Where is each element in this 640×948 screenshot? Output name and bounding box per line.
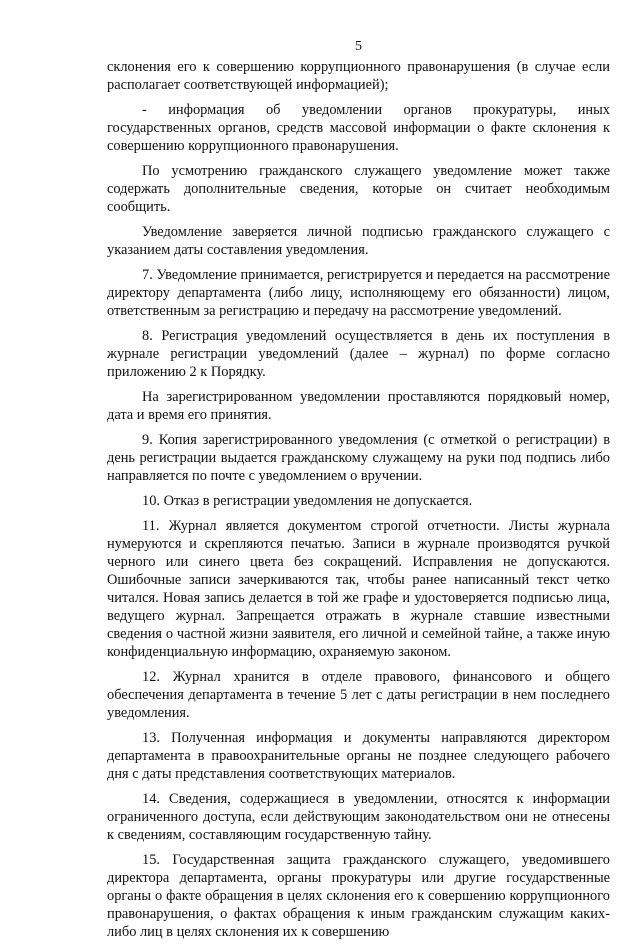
paragraph-list-item: - информация об уведомлении органов прокуратуры, иных государственных органов, средств массовой информации о факте склонения к совершению коррупционного правонарушения. [107,102,610,154]
paragraph-item-15: 15. Государственная защита гражданского служащего, уведомившего директора департамента, органы прокуратуры или другие государственные органы о факте обращения в целях склонения его к совершению коррупционного правонарушения, о фактах обращения к иным гражданским служащим каких-либо лиц в целях склонения их к совершению [107,852,610,940]
page-number: 5 [355,39,362,54]
paragraph-continuation: склонения его к совершению коррупционного правонарушения (в случае если располагает соответствующей информацией); [107,59,610,93]
paragraph: Уведомление заверяется личной подписью гражданского служащего с указанием даты составления уведомления. [107,224,610,258]
paragraph-item-11: 11. Журнал является документом строгой отчетности. Листы журнала нумеруются и скрепляются печатью. Записи в журнале производятся ручкой черного или синего цвета без сокращений. Исправления не допускаются. Ошибочные записи зачеркиваются так, чтобы ранее написанный текст четко читался. Новая запись делается в той же графе и удостоверяется подписью лица, ведущего журнал. Запрещается отражать в журнале ставшие известными сведения о частной жизни заявителя, его личной и семейной тайне, а также иную конфиденциальную информацию, охраняемую законом. [107,518,610,660]
paragraph-item-8: 8. Регистрация уведомлений осуществляется в день их поступления в журнале регистрации уведомлений (далее – журнал) по форме согласно приложению 2 к Порядку. [107,328,610,380]
paragraph: По усмотрению гражданского служащего уведомление может также содержать дополнительные сведения, которые он считает необходимым сообщить. [107,163,610,215]
document-page [107,38,610,948]
paragraph-item-12: 12. Журнал хранится в отделе правового, финансового и общего обеспечения департамента в течение 5 лет с даты регистрации в нем последнего уведомления. [107,669,610,721]
paragraph-item-9: 9. Копия зарегистрированного уведомления (с отметкой о регистрации) в день регистрации выдается гражданскому служащему на руки под подпись либо направляется по почте с уведомлением о вручении. [107,432,610,484]
paragraph-item-14: 14. Сведения, содержащиеся в уведомлении, относятся к информации ограниченного доступа, если действующим законодательством они не отнесены к сведениям, составляющим государственную тайну. [107,791,610,843]
paragraph: На зарегистрированном уведомлении проставляются порядковый номер, дата и время его принятия. [107,389,610,423]
paragraph-item-13: 13. Полученная информация и документы направляются директором департамента в правоохранительные органы не позднее следующего рабочего дня с даты представления соответствующих материалов. [107,730,610,782]
paragraph-item-7: 7. Уведомление принимается, регистрируется и передается на рассмотрение директору департамента (либо лицу, исполняющему его обязанности) лицом, ответственным за регистрацию и передачу на рассмотрение уведомлений. [107,267,610,319]
paragraph-item-10: 10. Отказ в регистрации уведомления не допускается. [142,493,473,509]
